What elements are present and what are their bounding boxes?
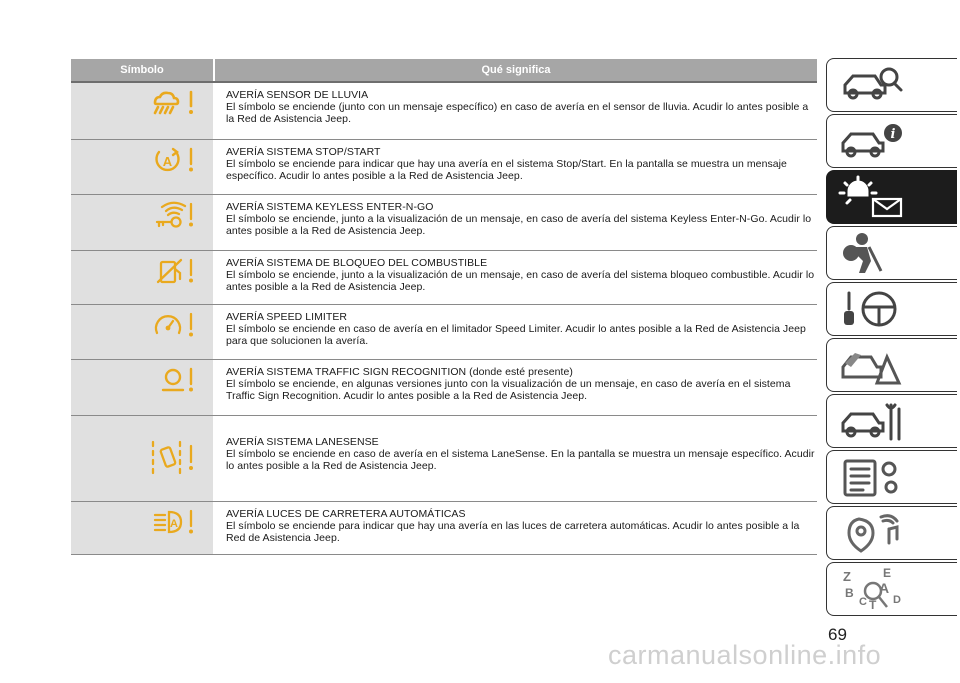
table-row bbox=[71, 305, 817, 360]
fuel-block-fault-icon bbox=[149, 257, 197, 285]
stop-start-fault-icon bbox=[149, 146, 197, 174]
meaning-cell bbox=[213, 251, 817, 304]
page-number: 69 bbox=[828, 625, 847, 644]
row-title: AVERÍA SISTEMA TRAFFIC SIGN RECOGNITION (donde esté presente) bbox=[226, 366, 573, 378]
row-description: El símbolo se enciende (junto con un mensaje específico) en caso de avería en el sensor de lluvia. Acudir lo antes posible a la Red de Asistencia Jeep. bbox=[226, 101, 809, 125]
table-row bbox=[71, 81, 817, 140]
auto-high-beam-fault-icon bbox=[149, 508, 197, 536]
row-title: AVERÍA SENSOR DE LLUVIA bbox=[226, 89, 369, 101]
meaning-cell bbox=[213, 140, 817, 194]
lanesense-fault-icon bbox=[149, 434, 197, 482]
meaning-cell bbox=[213, 83, 817, 139]
table-header bbox=[71, 59, 817, 81]
meaning-cell bbox=[213, 360, 817, 415]
table-row bbox=[71, 502, 817, 555]
chapter-tab-maintenance[interactable] bbox=[826, 394, 957, 448]
traffic-sign-fault-icon bbox=[149, 366, 197, 394]
svg-text:Z: Z bbox=[843, 569, 851, 584]
row-description: El símbolo se enciende para indicar que hay una avería en el sistema Stop/Start. En la pantalla se muestra un mensaje específico. Acudir lo antes posible a la Red de Asistencia Jeep. bbox=[226, 158, 787, 182]
symbol-cell bbox=[71, 140, 213, 194]
technical-data-icon bbox=[837, 455, 907, 499]
chapter-tab-safety[interactable] bbox=[826, 226, 957, 280]
table-row bbox=[71, 360, 817, 416]
svg-text:A: A bbox=[170, 518, 178, 530]
symbol-cell bbox=[71, 360, 213, 415]
table-row bbox=[71, 140, 817, 195]
keyless-fault-icon bbox=[149, 201, 197, 229]
meaning-cell bbox=[213, 502, 817, 554]
warning-light-message-icon bbox=[837, 175, 907, 219]
chapter-tab-technical-data[interactable] bbox=[826, 450, 957, 504]
multimedia-icon bbox=[837, 511, 907, 555]
chapter-tab-multimedia[interactable] bbox=[826, 506, 957, 560]
meaning-cell bbox=[213, 305, 817, 359]
chapter-tab-emergency[interactable] bbox=[826, 338, 957, 392]
header-symbol: Símbolo bbox=[120, 64, 164, 76]
chapter-tab-car-info[interactable] bbox=[826, 114, 957, 168]
svg-text:E: E bbox=[883, 567, 892, 580]
car-info-icon bbox=[837, 119, 907, 163]
chapter-tab-start-drive[interactable] bbox=[826, 282, 957, 336]
svg-text:C: C bbox=[859, 596, 867, 608]
row-description: El símbolo se enciende, junto a la visualización de un mensaje, en caso de avería del sistema Keyless Enter-N-Go. Acudir lo antes posible a la Red de Asistencia Jeep. bbox=[226, 213, 812, 237]
row-description: El símbolo se enciende en caso de avería en el limitador Speed Limiter. Acudir lo antes posible a la Red de Asistencia Jeep para que solucionen la avería. bbox=[226, 323, 806, 347]
row-description: El símbolo se enciende, en algunas versiones junto con la visualización de un mensaje, en caso de avería en el sistema Traffic Sign Recognition. Acudir lo antes posible a la Red de Asistencia Jeep. bbox=[226, 378, 791, 402]
row-description: El símbolo se enciende en caso de avería en el sistema LaneSense. En la pantalla se muestra un mensaje específico. Acudir lo antes posible a la Red de Asistencia Jeep. bbox=[226, 448, 815, 472]
row-description: El símbolo se enciende para indicar que hay una avería en las luces de carretera automáticas. Acudir lo antes posible a la Red de Asistencia Jeep. bbox=[226, 520, 800, 544]
table-row bbox=[71, 195, 817, 251]
table-row bbox=[71, 416, 817, 502]
alphabetical-index-icon bbox=[837, 567, 907, 611]
car-search-icon bbox=[837, 63, 907, 107]
steering-start-icon bbox=[837, 287, 907, 331]
svg-text:A: A bbox=[879, 580, 890, 596]
svg-text:T: T bbox=[869, 598, 877, 611]
meaning-cell bbox=[213, 416, 817, 501]
symbol-cell bbox=[71, 195, 213, 250]
svg-text:i: i bbox=[890, 127, 896, 142]
rain-sensor-fault-icon bbox=[149, 89, 197, 117]
row-title: AVERÍA SISTEMA DE BLOQUEO DEL COMBUSTIBLE bbox=[226, 257, 488, 269]
speed-limiter-fault-icon bbox=[149, 311, 197, 339]
meaning-cell bbox=[213, 195, 817, 250]
row-title: AVERÍA LUCES DE CARRETERA AUTOMÁTICAS bbox=[226, 508, 466, 520]
chapter-tab-index[interactable] bbox=[826, 562, 957, 616]
symbol-cell bbox=[71, 416, 213, 501]
chapter-tab-warning-lights[interactable] bbox=[826, 170, 957, 224]
row-title: AVERÍA SISTEMA STOP/START bbox=[226, 146, 381, 158]
symbol-cell bbox=[71, 83, 213, 139]
symbol-cell bbox=[71, 502, 213, 554]
warning-lights-table bbox=[71, 59, 817, 555]
row-description: El símbolo se enciende, junto a la visualización de un mensaje, en caso de avería del sistema bloqueo combustible. Acudir lo antes posible a la Red de Asistencia Jeep. bbox=[226, 269, 815, 293]
symbol-cell bbox=[71, 305, 213, 359]
svg-text:A: A bbox=[162, 154, 173, 169]
header-meaning: Qué significa bbox=[213, 59, 817, 81]
row-title: AVERÍA SISTEMA LANESENSE bbox=[226, 436, 379, 448]
svg-text:B: B bbox=[845, 586, 854, 600]
car-maintenance-icon bbox=[837, 399, 907, 443]
row-title: AVERÍA SPEED LIMITER bbox=[226, 311, 348, 323]
watermark: carmanualsonline.info bbox=[608, 640, 882, 670]
row-title: AVERÍA SISTEMA KEYLESS ENTER-N-GO bbox=[226, 201, 434, 213]
chapter-tab-car-search[interactable] bbox=[826, 58, 957, 112]
car-emergency-icon bbox=[837, 343, 907, 387]
table-row bbox=[71, 251, 817, 305]
symbol-cell bbox=[71, 251, 213, 304]
airbag-safety-icon bbox=[837, 231, 907, 275]
svg-text:D: D bbox=[893, 594, 901, 606]
